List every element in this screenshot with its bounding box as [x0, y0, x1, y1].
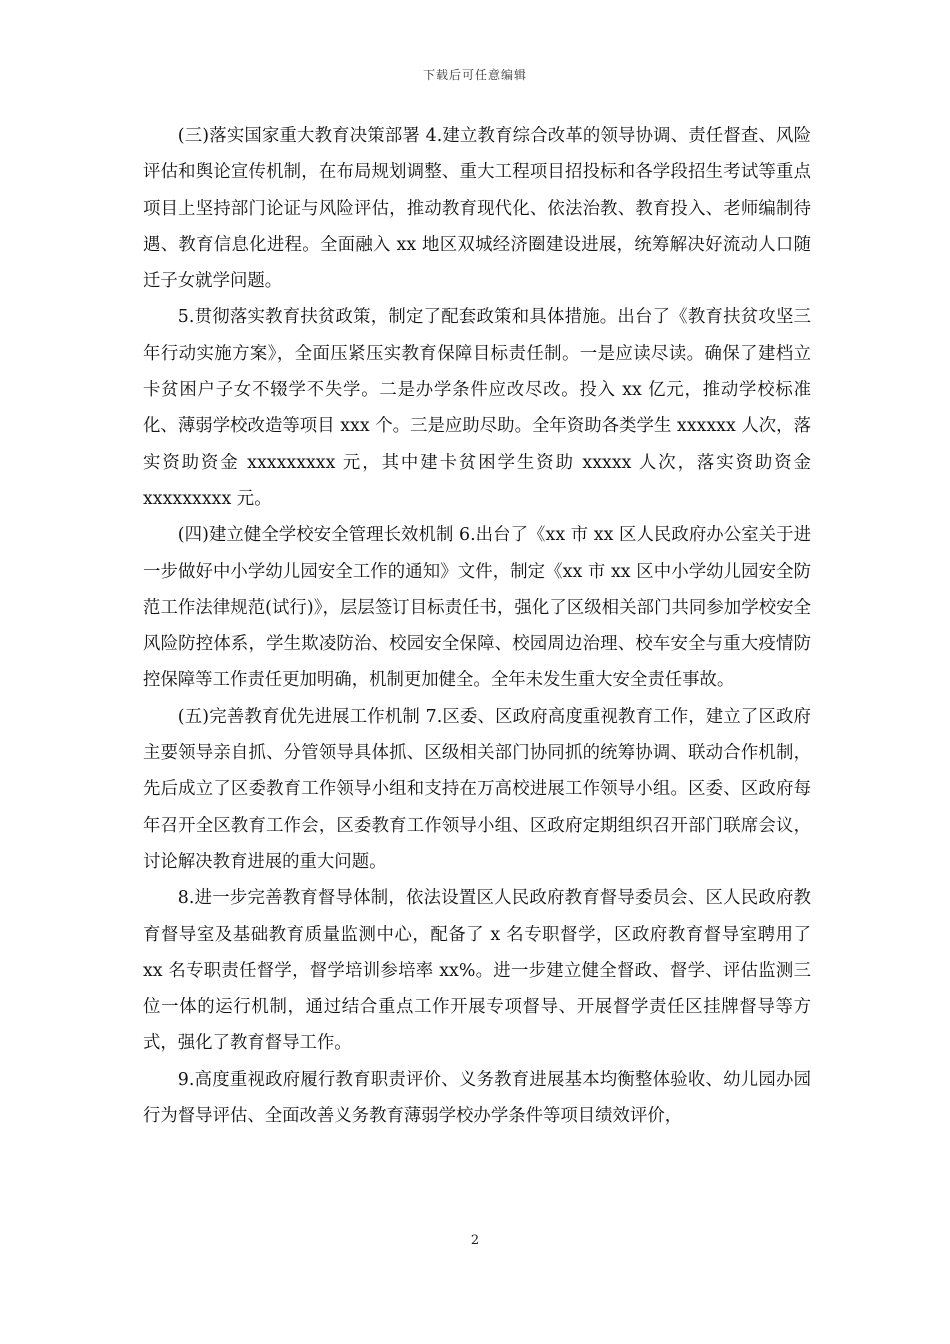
header-note: 下载后可任意编辑 [422, 68, 527, 82]
paragraph-section-5: (五)完善教育优先进展工作机制 7.区委、区政府高度重视教育工作，建立了区政府主要领导亲自抓、分管领导具体抓、区级相关部门协同抓的统筹协调、联动合作机制，先后成立了区委教育工作领导小组和支持在万高校进展工作领导小组。区委、区政府每年召开全区教育工作会，区委教育工作领导小组、区政府定期组织召开部门联席会议，讨论解决教育进展的重大问题。 [143, 706, 811, 872]
paragraph-section-3: (三)落实国家重大教育决策部署 4.建立教育综合改革的领导协调、责任督查、风险评估和舆论宣传机制，在布局规划调整、重大工程项目招投标和各学段招生考试等重点项目上坚持部门论证与风险评估，推动教育现代化、依法治教、教育投入、老师编制待遇、教育信息化进程。全面融入 xx 地区双城经济圈建设进展，统筹解决好流动人口随迁子女就学问题。 [143, 126, 811, 292]
paragraph-item-5: 5.贯彻落实教育扶贫政策，制定了配套政策和具体措施。出台了《教育扶贫攻坚三年行动实施方案》，全面压紧压实教育保障目标责任制。一是应读尽读。确保了建档立卡贫困户子女不辍学不失学。二是办学条件应改尽改。投入 xx 亿元，推动学校标准化、薄弱学校改造等项目 xxx 个。三是应助尽助。全年资助各类学生 xxxxxx 人次，落实资助资金 xxxxxxxxx 元，其中建卡贫困学生资助 xxxxx 人次，落实资助资金 xxxxxxxxx 元。 [143, 307, 811, 509]
document-body [143, 118, 811, 1134]
paragraph-item-8: 8.进一步完善教育督导体制，依法设置区人民政府教育督导委员会、区人民政府教育督导室及基础教育质量监测中心，配备了 x 名专职督学，区政府教育督导室聘用了 xx 名专职责任督学，督学培训参培率 xx%。进一步建立健全督政、督学、评估监测三位一体的运行机制，通过结合重点工作开展专项督导、开展督学责任区挂牌督导等方式，强化了教育督导工作。 [143, 888, 811, 1054]
paragraph-section-4: (四)建立健全学校安全管理长效机制 6.出台了《xx 市 xx 区人民政府办公室关于进一步做好中小学幼儿园安全工作的通知》文件，制定《xx 市 xx 区中小学幼儿园安全防范工作法律规范(试行)》，层层签订目标责任书，强化了区级相关部门共同参加学校安全风险防控体系，学生欺凌防治、校园安全保障、校园周边治理、校车安全与重大疫情防控保障等工作责任更加明确，机制更加健全。全年未发生重大安全责任事故。 [143, 525, 811, 691]
paragraph-item-9: 9.高度重视政府履行教育职责评价、义务教育进展基本均衡整体验收、幼儿园办园行为督导评估、全面改善义务教育薄弱学校办学条件等项目绩效评价， [143, 1069, 811, 1127]
page-number: 2 [470, 1233, 480, 1248]
